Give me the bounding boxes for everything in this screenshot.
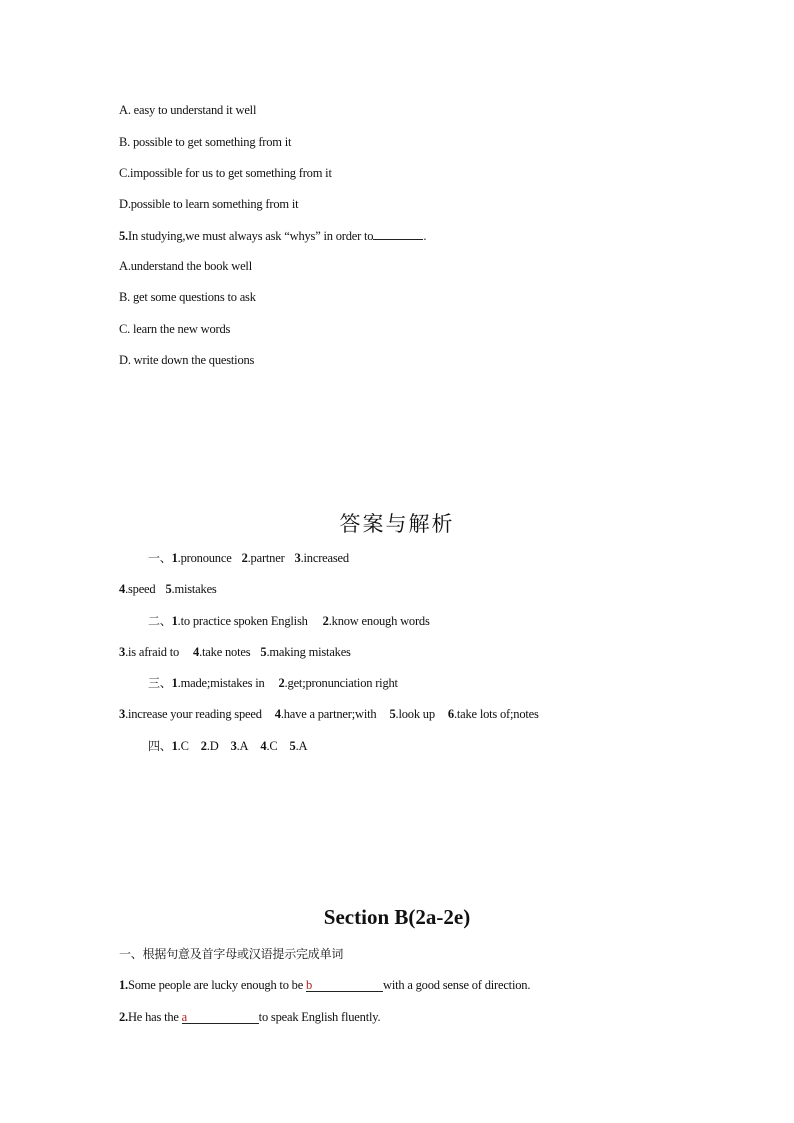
answers-part-2-line-1 [148,613,430,629]
section-instruction: 一、根据句意及首字母或汉语提示完成单词 [119,947,344,961]
answer-number: 3 [294,551,301,565]
answer-number: 4 [274,707,281,721]
q5-number: 5. [119,229,128,243]
q5-option-d: D. write down the questions [119,353,255,367]
answer-number: 4 [193,645,200,659]
answer-number: 2 [241,551,248,565]
answer-text: .A [295,739,308,753]
answer-text: .C [266,739,278,753]
answer-text: .look up [395,707,435,721]
answer-text: .D [206,739,219,753]
question-text: Some people are lucky enough to be [127,978,307,992]
answers-title: 答案与解析 [339,512,455,536]
answer-number: 3 [119,645,126,659]
question-text: He has the [127,1010,182,1024]
q4-option-d: D.possible to learn something from it [119,197,299,211]
answers-part-1-line-1 [148,550,349,566]
answer-number: 1 [171,614,178,628]
q5-stem [119,227,426,244]
answer-number: 1 [171,739,178,753]
answers-part-1-line-2 [119,581,217,597]
answer-text: .get;pronunciation right [284,676,398,690]
answer-text: .increase your reading speed [125,707,262,721]
answer-blank[interactable] [182,1009,259,1024]
answer-number: 2 [322,614,329,628]
part-1-label: 一、 [148,551,172,565]
answer-number: 1 [171,676,178,690]
answer-text: .pronounce [177,551,232,565]
q4-option-b: B. possible to get something from it [119,135,292,149]
hint-letter: b [306,978,313,992]
q5-option-c: C. learn the new words [119,322,231,336]
answer-text: .made;mistakes in [177,676,265,690]
answer-number: 5 [165,582,172,596]
answer-text: .is afraid to [125,645,180,659]
answer-text: .speed [125,582,156,596]
answer-number: 5 [289,739,296,753]
q5-option-a: A.understand the book well [119,259,252,273]
answer-text: .making mistakes [266,645,351,659]
answers-part-3-line-1 [148,675,398,691]
answer-number: 1 [171,551,178,565]
answer-text: .to practice spoken English [177,614,308,628]
part-3-label: 三、 [148,676,172,690]
question-text: with a good sense of direction. [383,978,531,992]
answer-text: .partner [247,551,285,565]
answer-text: .A [236,739,249,753]
answer-text: .C [177,739,189,753]
answer-number: 2 [278,676,285,690]
section-title: Section B(2a-2e) [323,905,471,929]
question-number: 1. [119,978,128,992]
answer-number: 5 [389,707,396,721]
q5-option-b: B. get some questions to ask [119,290,256,304]
answer-text: .have a partner;with [280,707,377,721]
q5-text: In studying,we must always ask “whys” in order to [127,229,374,243]
q4-option-c: C.impossible for us to get something from it [119,166,332,180]
answers-part-2-line-2 [119,644,351,660]
answer-text: .take lots of;notes [453,707,539,721]
part-2-label: 二、 [148,614,172,628]
answer-blank[interactable] [306,977,383,992]
answer-number: 5 [260,645,267,659]
answer-number: 6 [447,707,454,721]
answer-number: 3 [119,707,126,721]
answer-text: .mistakes [171,582,217,596]
answers-part-4-line-1 [148,738,307,754]
answer-number: 3 [230,739,237,753]
section-question-2 [119,1009,380,1025]
section-question-1 [119,977,530,993]
q5-end: . [423,229,427,243]
q4-option-a: A. easy to understand it well [119,103,257,117]
question-number: 2. [119,1010,128,1024]
answer-text: .increased [300,551,349,565]
q5-blank [373,227,423,240]
answer-number: 2 [200,739,207,753]
answer-text: .take notes [199,645,251,659]
question-text: to speak English fluently. [258,1010,381,1024]
answer-number: 4 [260,739,267,753]
part-4-label: 四、 [148,739,172,753]
answer-number: 4 [119,582,126,596]
answer-text: .know enough words [328,614,430,628]
hint-letter: a [181,1010,188,1024]
answers-part-3-line-2 [119,706,539,722]
